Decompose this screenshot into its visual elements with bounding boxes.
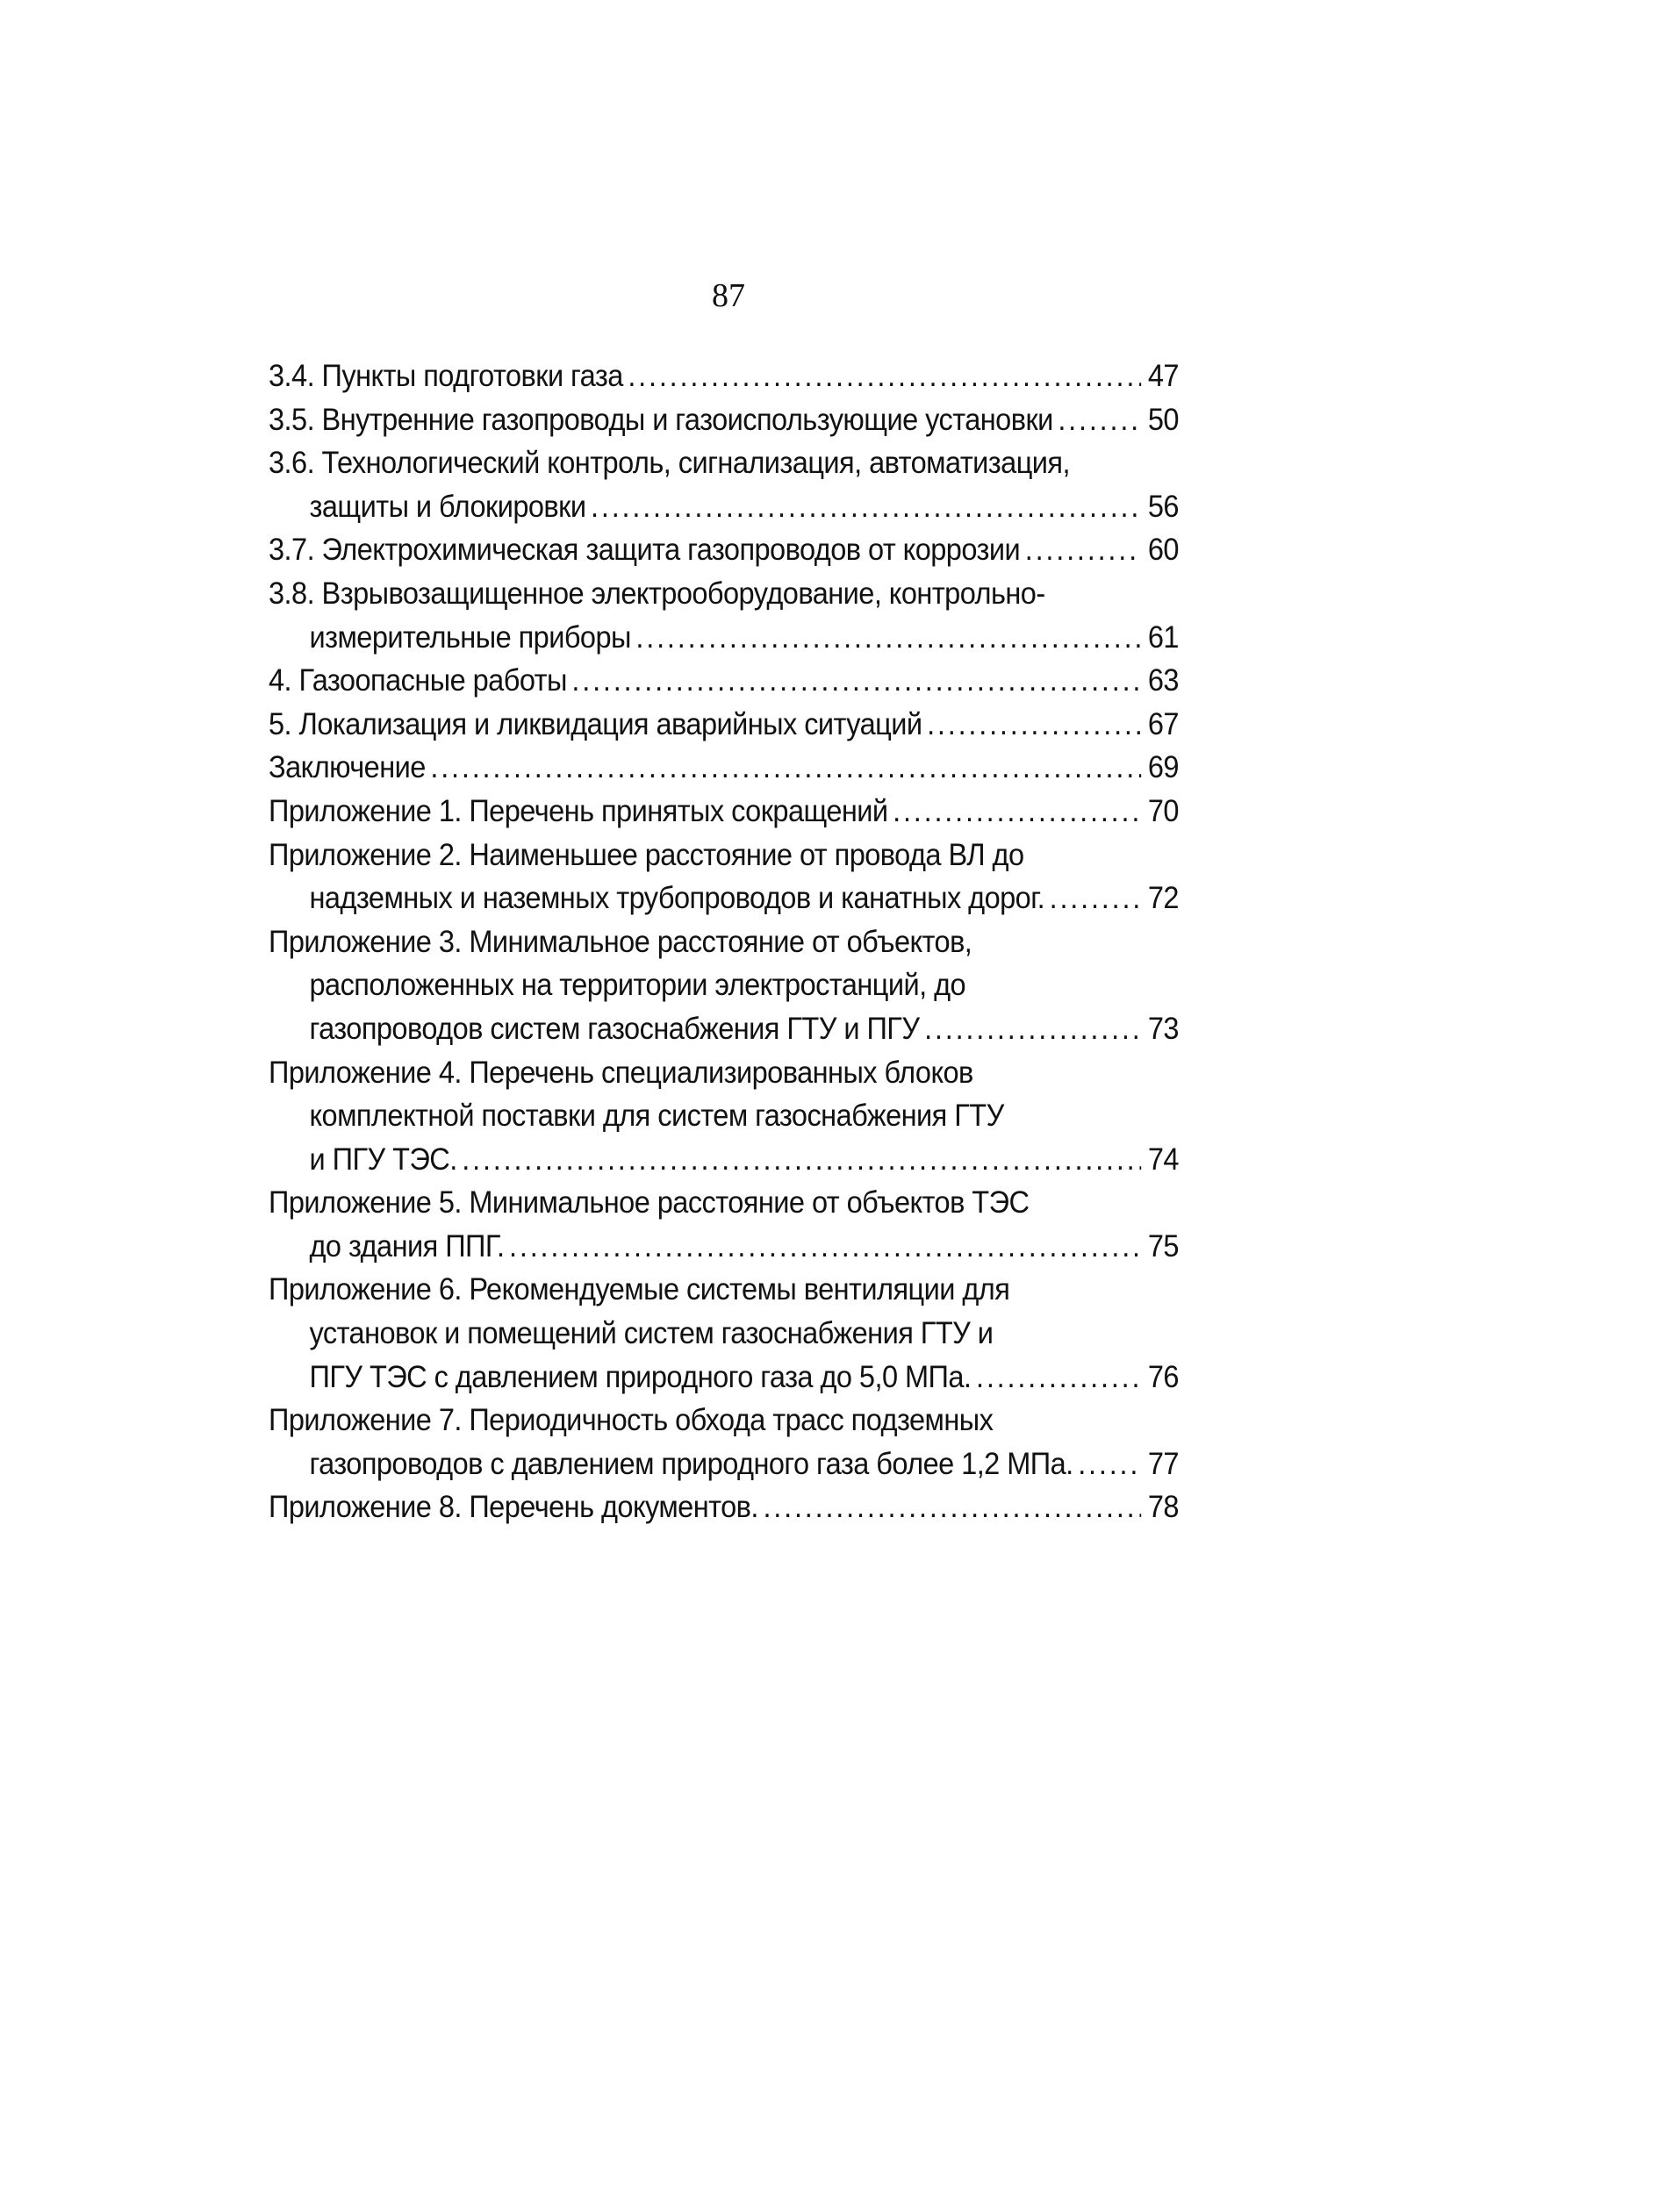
toc-line (269, 877, 1179, 920)
toc-line (269, 572, 1179, 616)
dot-leader (1050, 877, 1142, 920)
toc-entry (269, 920, 1179, 1051)
dot-leader (763, 1485, 1141, 1529)
toc-entry (269, 354, 1179, 398)
toc-line (269, 616, 1179, 660)
page-number: 87 (712, 277, 745, 314)
toc-line (269, 659, 1179, 703)
toc-entry-title: 3.4. Пункты подготовки газа (269, 359, 623, 393)
toc-page-number: 77 (1147, 1446, 1179, 1481)
toc-entry (269, 659, 1179, 703)
toc-line (269, 441, 1179, 485)
toc-line (269, 1094, 1179, 1138)
toc-page-number: 70 (1147, 793, 1179, 828)
toc-entry-title: комплектной поставки для систем газоснабжения ГТУ (309, 1099, 1004, 1134)
dot-leader (976, 1356, 1141, 1400)
toc-line (269, 1268, 1179, 1312)
toc-entry-title: надземных и наземных трубопроводов и канатных дорог. (309, 881, 1045, 916)
toc-entry (269, 1399, 1179, 1485)
toc-entry-title: измерительные приборы (309, 619, 631, 655)
toc-line (269, 1007, 1179, 1051)
dot-leader (462, 1138, 1141, 1182)
toc-page-number: 73 (1147, 1011, 1179, 1046)
toc-entry (269, 1051, 1179, 1182)
toc-page-number: 72 (1147, 881, 1179, 916)
toc-entry (269, 1181, 1179, 1268)
toc-line (269, 1181, 1179, 1225)
toc-page-number: 56 (1147, 489, 1179, 524)
dot-leader (927, 703, 1141, 747)
toc-entry-title: 5. Локализация и ликвидация аварийных ситуаций (269, 706, 922, 741)
dot-leader (1025, 528, 1141, 572)
dot-leader (628, 354, 1141, 398)
toc-page-number: 76 (1147, 1359, 1179, 1394)
toc-line (269, 1051, 1179, 1095)
toc-page-number: 78 (1147, 1490, 1179, 1525)
toc-page-number: 75 (1147, 1228, 1179, 1263)
toc-page-number: 50 (1147, 402, 1179, 437)
toc-entry (269, 572, 1179, 659)
toc-page-number: 67 (1147, 706, 1179, 741)
toc-line (269, 1485, 1179, 1529)
toc-line (269, 790, 1179, 834)
toc-line (269, 703, 1179, 747)
toc-entry-title: Приложение 1. Перечень принятых сокращений (269, 793, 888, 828)
toc-line (269, 963, 1179, 1007)
toc-page-number: 60 (1147, 533, 1179, 568)
toc-entry-title: 3.7. Электрохимическая защита газопроводов от коррозии (269, 533, 1021, 568)
toc-line (269, 1312, 1179, 1356)
toc-entry-title: защиты и блокировки (309, 489, 586, 524)
dot-leader (635, 616, 1141, 660)
dot-leader (430, 746, 1141, 790)
toc-entry-title: Приложение 5. Минимальное расстояние от объектов ТЭС (269, 1185, 1030, 1221)
dot-leader (1078, 1442, 1141, 1486)
toc-entry-title: Приложение 2. Наименьшее расстояние от провода ВЛ до (269, 837, 1024, 872)
toc-line (269, 354, 1179, 398)
toc-entry (269, 1485, 1179, 1529)
toc-page-number: 74 (1147, 1142, 1179, 1177)
toc-entry-title: газопроводов систем газоснабжения ГТУ и ПГУ (309, 1011, 920, 1046)
toc-entry-title: Приложение 7. Периодичность обхода трасс подземных (269, 1403, 994, 1438)
toc-line (269, 1138, 1179, 1182)
toc-entry (269, 746, 1179, 790)
toc-line (269, 1225, 1179, 1269)
toc-line (269, 834, 1179, 877)
toc-entry-title: 3.6. Технологический контроль, сигнализация, автоматизация, (269, 446, 1070, 481)
toc-entry (269, 398, 1179, 442)
toc-entry-title: 4. Газоопасные работы (269, 663, 567, 698)
toc-page-number: 47 (1147, 359, 1179, 393)
dot-leader (571, 659, 1141, 703)
dot-leader (509, 1225, 1141, 1269)
toc-entry-title: 3.8. Взрывозащищенное электрооборудование, контрольно- (269, 576, 1045, 611)
toc-entry-title: Заключение (269, 750, 426, 785)
toc-page-number: 63 (1147, 663, 1179, 698)
toc-entry (269, 834, 1179, 920)
toc-entry (269, 441, 1179, 528)
toc-page-number: 61 (1147, 619, 1179, 655)
table-of-contents (269, 354, 1179, 1529)
dot-leader (924, 1007, 1141, 1051)
toc-entry (269, 1268, 1179, 1399)
toc-entry-title: Приложение 8. Перечень документов. (269, 1490, 758, 1525)
toc-entry-title: и ПГУ ТЭС. (309, 1142, 457, 1177)
toc-line (269, 1356, 1179, 1400)
toc-entry-title: Приложение 3. Минимальное расстояние от объектов, (269, 924, 972, 959)
toc-line (269, 746, 1179, 790)
toc-line (269, 1399, 1179, 1442)
toc-entry-title: 3.5. Внутренние газопроводы и газоиспользующие установки (269, 402, 1053, 437)
dot-leader (591, 485, 1141, 529)
toc-line (269, 528, 1179, 572)
toc-entry-title: до здания ППГ. (309, 1228, 505, 1263)
toc-line (269, 398, 1179, 442)
toc-entry-title: ПГУ ТЭС с давлением природного газа до 5,0 МПа. (309, 1359, 972, 1394)
toc-line (269, 920, 1179, 964)
toc-entry (269, 790, 1179, 834)
toc-entry (269, 703, 1179, 747)
toc-entry-title: установок и помещений систем газоснабжения ГТУ и (309, 1316, 994, 1351)
toc-page-number: 69 (1147, 750, 1179, 785)
toc-entry-title: расположенных на территории электростанций, до (309, 968, 966, 1003)
dot-leader (1058, 398, 1141, 442)
toc-line (269, 1442, 1179, 1486)
toc-entry-title: газопроводов с давлением природного газа более 1,2 МПа. (309, 1446, 1073, 1481)
toc-entry-title: Приложение 6. Рекомендуемые системы вентиляции для (269, 1272, 1010, 1307)
dot-leader (893, 790, 1141, 834)
toc-line (269, 485, 1179, 529)
toc-entry (269, 528, 1179, 572)
toc-entry-title: Приложение 4. Перечень специализированных блоков (269, 1055, 973, 1090)
